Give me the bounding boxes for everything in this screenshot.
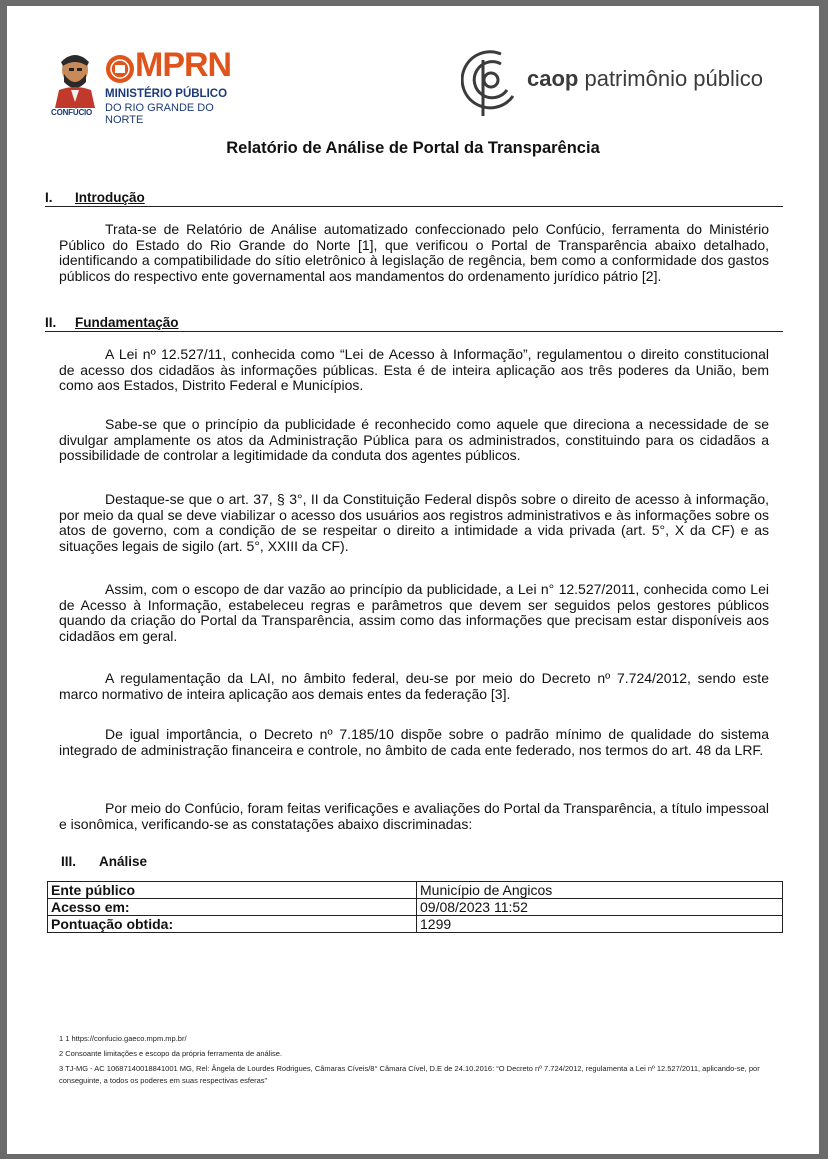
paragraph-introducao: Trata-se de Relatório de Análise automatizado confeccionado pelo Confúcio, ferramenta do Ministério Público do Estado do Rio Grande do Norte [1], que verificou o Portal de Transparência abaixo detalhado, identificando a compatibilidade do sítio eletrônico à legislação de regência, bem como a conformidade dos gastos públicos do respectivo ente governamental aos mandamentos do ordenamento jurídico pátrio [2].: [59, 221, 769, 284]
table-key: Acesso em:: [48, 899, 417, 916]
paragraph-lai: A Lei nº 12.527/11, conhecida como “Lei de Acesso à Informação”, regulamentou o direito constitucional de acesso dos cidadãos às informações públicas. Esta é de inteira aplicação aos três poderes da União, bem como aos Estados, Distrito Federal e Municípios.: [59, 346, 769, 393]
section-number: II.: [45, 315, 57, 330]
caop-wordmark: [527, 66, 763, 92]
paragraph-art-37: Destaque-se que o art. 37, § 3°, II da Constituição Federal dispôs sobre o direito de acesso à informação, por meio da qual se deve viabilizar o acesso dos usuários aos registros administrativos e às informações sobre os atos de governo, com a condição de se respeitar o direito a intimidade a vida privada (art. 5°, X da CF) e as situações legais de sigilo (art. 5°, XXIII da CF).: [59, 491, 769, 554]
footnotes: [59, 1033, 789, 1090]
paragraph-regulamentacao: A regulamentação da LAI, no âmbito federal, deu-se por meio do Decreto nº 7.724/2012, sendo este marco normativo de inteira aplicação aos demais entes da federação [3].: [59, 670, 769, 702]
caop-wordmark-bold: caop: [527, 66, 579, 91]
section-heading-introducao: [45, 190, 783, 207]
table-key: Pontuação obtida:: [48, 916, 417, 933]
paragraph-decreto-7185: De igual importância, o Decreto nº 7.185/10 dispõe sobre o padrão mínimo de qualidade do sistema integrado de administração financeira e controle, no âmbito de cada ente federado, nos termos do art. 48 da LRF.: [59, 726, 769, 758]
section-label: Análise: [99, 854, 148, 869]
document-title: Relatório de Análise de Portal da Transparência: [226, 139, 600, 157]
table-row: [48, 882, 783, 899]
rio-grande-do-norte-label: DO RIO GRANDE DO NORTE: [105, 102, 214, 126]
caop-mark-icon: [461, 46, 521, 118]
footnote-1: 1 1 https://confucio.gaeco.mpm.mp.br/: [59, 1034, 187, 1043]
section-label: Introdução: [75, 190, 145, 205]
table-key: Ente público: [48, 882, 417, 899]
section-number: I.: [45, 190, 53, 205]
paragraph-publicidade: Sabe-se que o princípio da publicidade é reconhecido como aquele que direciona a necessidade de se divulgar amplamente os atos da Administração Pública para os administrados, constituindo para os cidadãos a possibilidade de controlar a legitimidade da conduta dos agentes públicos.: [59, 416, 769, 463]
table-value: Município de Angicos: [417, 882, 783, 899]
table-value: 1299: [417, 916, 783, 933]
confucio-label: CONFÚCIO: [51, 108, 93, 117]
caop-logo: [461, 46, 791, 126]
section-heading-fundamentacao: [45, 315, 783, 332]
paragraph-lei-12527: Assim, com o escopo de dar vazão ao princípio da publicidade, a Lei n° 12.527/2011, conhecida como Lei de Acesso à Informação, estabeleceu regras e parâmetros que devem ser seguidos pelos gestores públicos quando da criação do Portal da Transparência, assim como das informações que precisam estar disponíveis aos cidadãos em geral.: [59, 581, 769, 644]
mprn-wordmark: MPRN: [135, 46, 232, 84]
mprn-seal-icon: [105, 54, 135, 84]
analysis-table: [47, 881, 783, 933]
section-label: Fundamentação: [75, 315, 179, 330]
footnote-2: 2 Consoante limitações e escopo da própria ferramenta de análise.: [59, 1049, 283, 1058]
footnote-3: 3 TJ-MG - AC 10687140018841001 MG, Rel: Ângela de Lourdes Rodrigues, Câmaras Cíveis/8° Câmara Cível, D.E de 24.10.2016: “O Decreto nº 7.724/2012, regulamenta a Lei nº 12.527/2011, aplicando-se, por conseguinte, a todos os poderes em suas respectivas esferas”: [59, 1064, 760, 1085]
paragraph-confucio: Por meio do Confúcio, foram feitas verificações e avaliações do Portal da Transparência, a título impessoal e isonômica, verificando-se as constatações abaixo discriminadas:: [59, 800, 769, 832]
document-page: [7, 6, 819, 1154]
ministerio-publico-label: MINISTÉRIO PÚBLICO: [105, 88, 228, 100]
table-row: [48, 916, 783, 933]
section-number: III.: [61, 854, 77, 869]
confucio-avatar-icon: [51, 50, 99, 108]
section-heading-analise: [61, 854, 147, 869]
caop-wordmark-rest: patrimônio público: [578, 66, 764, 91]
table-row: [48, 899, 783, 916]
table-value: 09/08/2023 11:52: [417, 899, 783, 916]
mprn-logo: [51, 46, 251, 126]
